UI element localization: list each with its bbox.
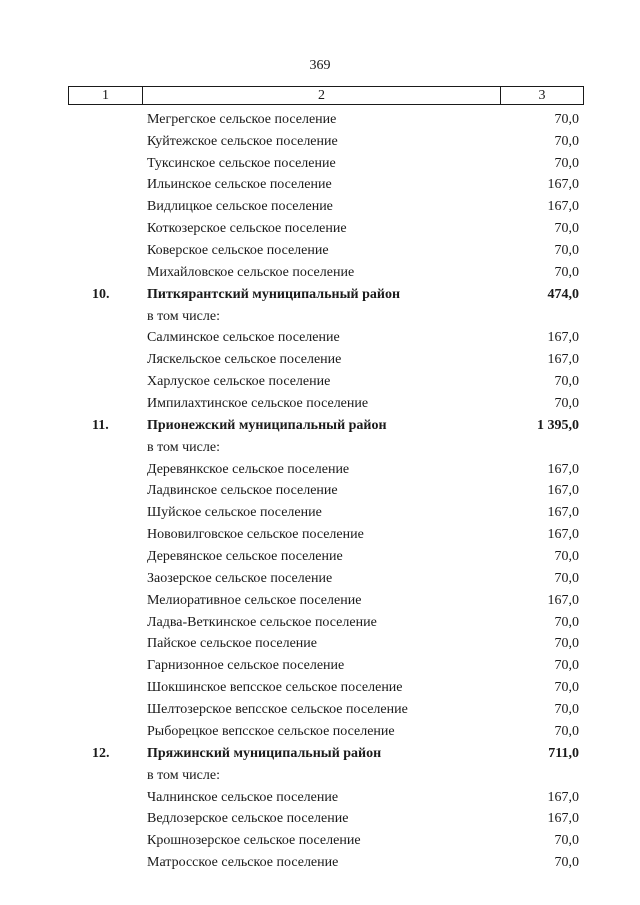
row-name: Шокшинское вепсское сельское поселение [147, 680, 403, 696]
table-row [0, 501, 640, 523]
table-row [0, 174, 640, 196]
row-value: 70,0 [554, 374, 579, 390]
row-name: Прионежский муниципальный район [147, 417, 387, 433]
table-row [0, 589, 640, 611]
row-name: Коверское сельское поселение [147, 243, 329, 259]
row-name: Мелиоративное сельское поселение [147, 592, 362, 608]
row-value: 70,0 [554, 702, 579, 718]
row-value: 70,0 [554, 636, 579, 652]
row-name: Деревянское сельское поселение [147, 549, 343, 565]
row-name: в том числе: [147, 439, 220, 455]
table-row [0, 261, 640, 283]
table-row [0, 152, 640, 174]
row-name: в том числе: [147, 767, 220, 783]
table-row [0, 720, 640, 742]
row-value: 70,0 [554, 723, 579, 739]
table-row [0, 458, 640, 480]
row-value: 1 395,0 [537, 417, 579, 433]
row-name: Шуйское сельское поселение [147, 505, 322, 521]
row-name: Питкярантский муниципальный район [147, 286, 401, 302]
table-header [68, 86, 584, 105]
table-row [0, 195, 640, 217]
column-header-2: 2 [143, 87, 501, 104]
row-name: Салминское сельское поселение [147, 330, 340, 346]
table-row [0, 436, 640, 458]
column-header-3: 3 [538, 88, 546, 103]
row-value: 167,0 [547, 330, 579, 346]
row-name: в том числе: [147, 308, 220, 324]
column-header-1: 1 [69, 87, 143, 104]
table-row [0, 851, 640, 873]
row-name: Ильинское сельское поселение [147, 177, 332, 193]
row-value: 167,0 [547, 199, 579, 215]
table-row [0, 480, 640, 502]
row-value: 70,0 [554, 680, 579, 696]
table-row [0, 611, 640, 633]
table-row [0, 654, 640, 676]
row-name: Шелтозерское вепсское сельское поселение [147, 702, 408, 718]
row-name: Ляскельское сельское поселение [147, 352, 342, 368]
table-row [0, 130, 640, 152]
row-name: Импилахтинское сельское поселение [147, 396, 369, 412]
table-row [0, 523, 640, 545]
row-name: Нововилговское сельское поселение [147, 527, 364, 543]
row-value: 70,0 [554, 133, 579, 149]
row-value: 70,0 [554, 549, 579, 565]
row-name: Ладва-Веткинское сельское поселение [147, 614, 377, 630]
page-number: 369 [309, 58, 331, 73]
table-row [0, 698, 640, 720]
row-name: Крошнозерское сельское поселение [147, 833, 361, 849]
row-value: 70,0 [554, 111, 579, 127]
row-value: 70,0 [554, 855, 579, 871]
row-name: Пряжинский муниципальный район [147, 745, 382, 761]
district-row [0, 283, 640, 305]
row-name: Гарнизонное сельское поселение [147, 658, 345, 674]
row-name: Михайловское сельское поселение [147, 264, 355, 280]
row-name: Коткозерское сельское поселение [147, 221, 347, 237]
table-row [0, 305, 640, 327]
row-number: 12. [92, 745, 110, 761]
row-name: Туксинское сельское поселение [147, 155, 336, 171]
row-value: 70,0 [554, 396, 579, 412]
row-name: Ведлозерское сельское поселение [147, 811, 349, 827]
row-value: 167,0 [547, 461, 579, 477]
row-value: 167,0 [547, 505, 579, 521]
row-value: 167,0 [547, 483, 579, 499]
row-value: 70,0 [554, 570, 579, 586]
row-name: Харлуское сельское поселение [147, 374, 331, 390]
row-value: 167,0 [547, 527, 579, 543]
row-name: Мегрегское сельское поселение [147, 111, 337, 127]
table-row [0, 829, 640, 851]
table-row [0, 239, 640, 261]
row-number: 10. [92, 286, 110, 302]
table-row [0, 786, 640, 808]
table-body [0, 108, 640, 873]
row-value: 70,0 [554, 614, 579, 630]
table-row [0, 217, 640, 239]
row-value: 70,0 [554, 155, 579, 171]
row-value: 167,0 [547, 177, 579, 193]
row-name: Деревянкское сельское поселение [147, 461, 350, 477]
row-name: Матросское сельское поселение [147, 855, 339, 871]
row-value: 70,0 [554, 264, 579, 280]
row-value: 167,0 [547, 789, 579, 805]
table-row [0, 567, 640, 589]
row-number: 11. [92, 417, 109, 433]
table-row [0, 348, 640, 370]
row-name: Рыборецкое вепсское сельское поселение [147, 723, 395, 739]
district-row [0, 742, 640, 764]
table-row [0, 108, 640, 130]
row-name: Куйтежское сельское поселение [147, 133, 338, 149]
row-name: Пайское сельское поселение [147, 636, 318, 652]
table-row [0, 764, 640, 786]
row-value: 70,0 [554, 833, 579, 849]
row-value: 474,0 [547, 286, 579, 302]
table-row [0, 370, 640, 392]
row-name: Ладвинское сельское поселение [147, 483, 338, 499]
table-row [0, 545, 640, 567]
table-row [0, 633, 640, 655]
row-value: 167,0 [547, 811, 579, 827]
row-name: Заозерское сельское поселение [147, 570, 333, 586]
row-value: 70,0 [554, 221, 579, 237]
row-value: 711,0 [548, 745, 579, 761]
table-row [0, 676, 640, 698]
row-name: Видлицкое сельское поселение [147, 199, 333, 215]
row-value: 167,0 [547, 352, 579, 368]
table-row [0, 808, 640, 830]
district-row [0, 414, 640, 436]
table-row [0, 327, 640, 349]
row-value: 167,0 [547, 592, 579, 608]
row-name: Чалнинское сельское поселение [147, 789, 339, 805]
table-row [0, 392, 640, 414]
row-value: 70,0 [554, 243, 579, 259]
row-value: 70,0 [554, 658, 579, 674]
